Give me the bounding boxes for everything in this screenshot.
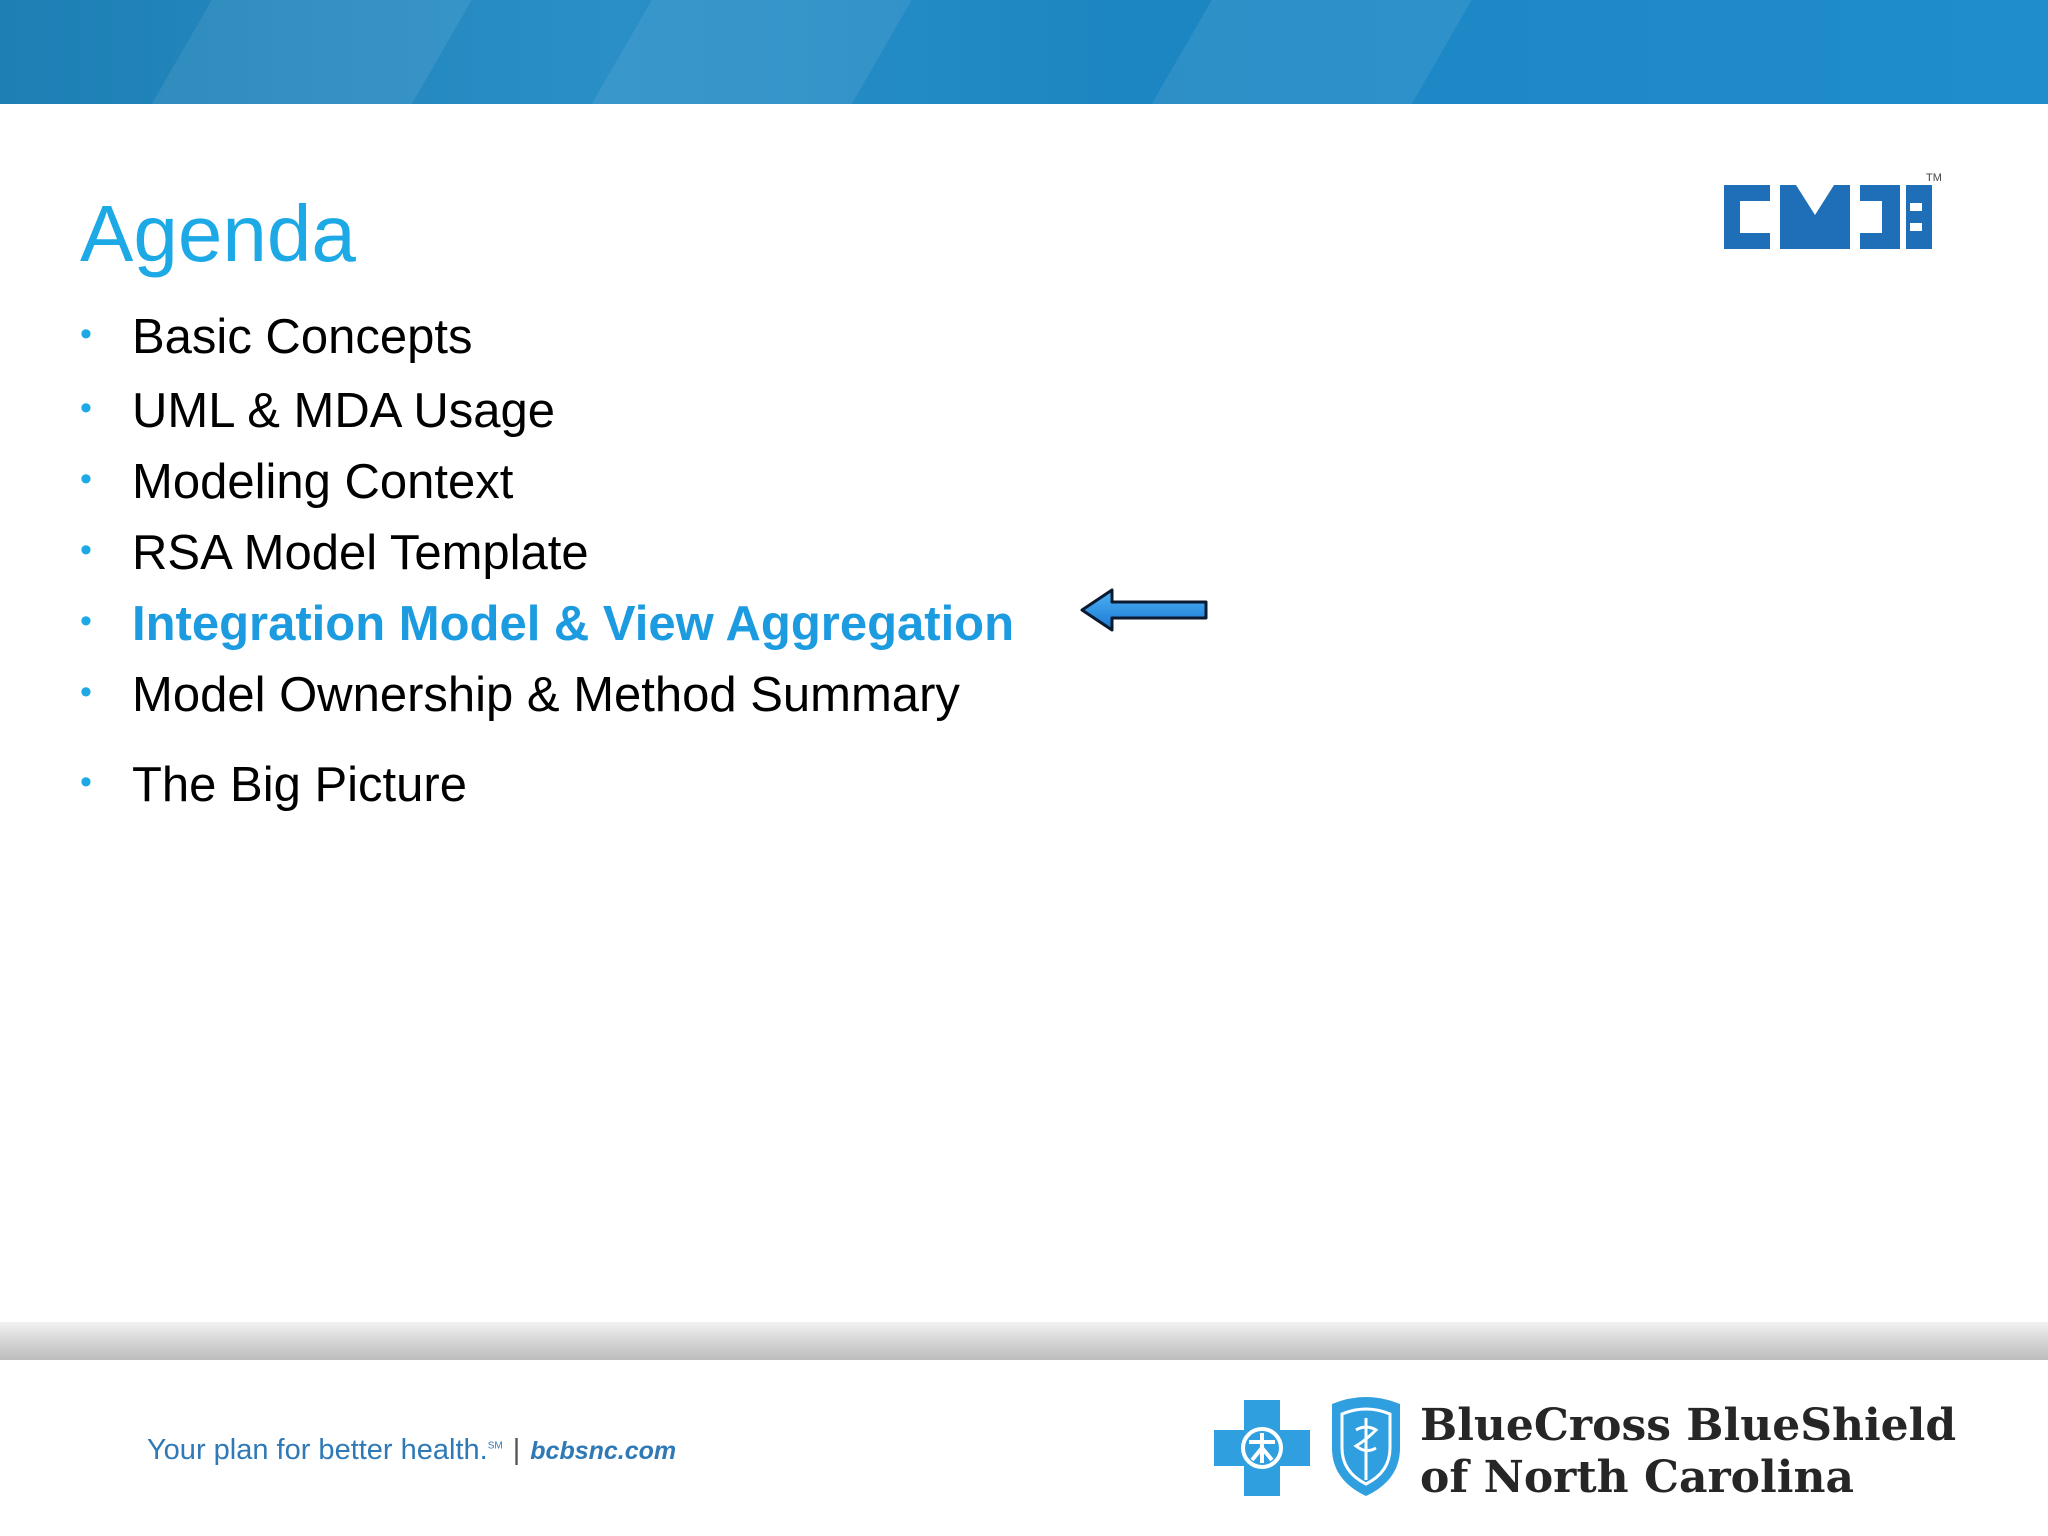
left-arrow-icon: [1078, 586, 1210, 634]
tagline-divider: |: [512, 1434, 521, 1466]
org-name-line2: of North Carolina: [1420, 1452, 1854, 1503]
agenda-item-label: Modeling Context: [132, 455, 514, 509]
bcbs-wordmark: [1420, 1400, 1956, 1504]
org-name-line1: BlueCross BlueShield: [1420, 1400, 1957, 1451]
bullet-icon: •: [80, 389, 92, 427]
svg-text:TM: TM: [1926, 172, 1942, 184]
agenda-item-label: RSA Model Template: [132, 526, 589, 580]
top-banner: [0, 0, 2048, 104]
m3-logo: [1720, 163, 1948, 268]
bullet-icon: •: [80, 460, 92, 498]
footer-tagline: [147, 1434, 676, 1467]
bullet-icon: •: [80, 602, 92, 640]
agenda-item-label: UML & MDA Usage: [132, 384, 555, 438]
bullet-icon: •: [80, 531, 92, 569]
bullet-icon: •: [80, 763, 92, 801]
blue-cross-logo-icon: [1212, 1398, 1312, 1498]
service-mark: SM: [487, 1440, 503, 1452]
agenda-item-label: Integration Model & View Aggregation: [132, 597, 1015, 651]
blue-shield-logo-icon: [1326, 1396, 1406, 1500]
footer-divider: [0, 1322, 2048, 1360]
tagline-text: Your plan for better health.: [147, 1434, 488, 1466]
agenda-item-label: Basic Concepts: [132, 310, 473, 364]
agenda-item-label: The Big Picture: [132, 758, 467, 812]
slide-title: Agenda: [80, 188, 356, 278]
bullet-icon: •: [80, 673, 92, 711]
agenda-item-label: Model Ownership & Method Summary: [132, 668, 960, 722]
footer-url: bcbsnc.com: [530, 1437, 677, 1465]
bullet-icon: •: [80, 315, 92, 353]
